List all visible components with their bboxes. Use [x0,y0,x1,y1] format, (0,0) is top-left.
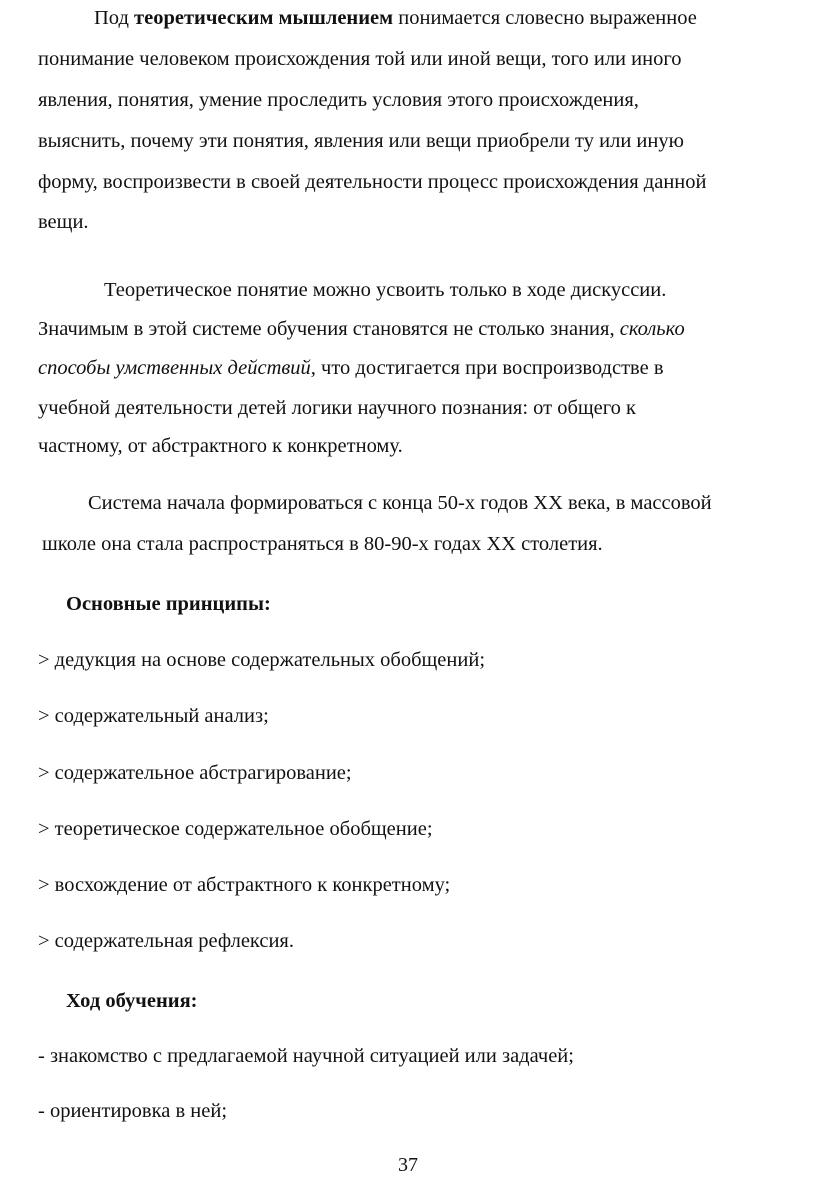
paragraph-1-line-4: выяснить, почему эти понятия, явления или вещи приобрели ту или иную [38,130,684,152]
principle-item: > восхождение от абстрактного к конкретному; [38,874,451,896]
paragraph-2-line-2-italic: сколько [619,318,685,340]
paragraph-2-line-2 [38,319,685,340]
paragraph-1-line-5: форму, воспроизвести в своей деятельности процесс происхождения данной [38,171,707,193]
principles-heading: Основные принципы: [66,593,271,615]
paragraph-3-line-2: школе она стала распространяться в 80-90-х годах XX столетия. [42,533,603,555]
course-heading: Ход обучения: [66,990,198,1012]
paragraph-2-line-3 [38,358,664,379]
principle-item: > дедукция на основе содержательных обобщений; [38,649,486,671]
paragraph-3-line-1: Система начала формироваться с конца 50-х годов XX века, в массовой [88,492,712,514]
paragraph-1-line-2: понимание человеком происхождения той или иной вещи, того или иного [38,48,682,70]
paragraph-2-line-3-text: что достигается при воспроизводстве в [315,357,664,379]
page-number: 37 [398,1154,418,1176]
course-item: - ориентировка в ней; [38,1100,228,1122]
paragraph-1-continuation: понимается словесно выраженное [393,7,697,29]
principle-item: > теоретическое содержательное обобщение; [38,818,433,840]
paragraph-1-line-3: явления, понятия, умение проследить условия этого происхождения, [38,89,639,111]
paragraph-1-line-6: вещи. [38,211,89,233]
paragraph-2-line-5: частному, от абстрактного к конкретному. [38,435,403,457]
paragraph-2-line-4: учебной деятельности детей логики научного познания: от общего к [38,397,637,419]
paragraph-1-intro: Под [94,7,135,29]
principle-item: > содержательная рефлексия. [38,930,294,952]
paragraph-2-line-2-text: Значимым в этой системе обучения становятся не столько знания, [38,318,620,340]
principle-item: > содержательный анализ; [38,705,269,727]
course-item: - знакомство с предлагаемой научной ситуацией или задачей; [38,1045,574,1067]
paragraph-2-line-3-italic: способы умственных действий, [38,357,316,379]
principle-item: > содержательное абстрагирование; [38,762,352,784]
paragraph-2-line-1: Теоретическое понятие можно усвоить только в ходе дискуссии. [104,279,667,301]
term-theoretical-thinking: теоретическим мышлением [134,7,394,29]
paragraph-1-line-1 [94,8,697,29]
